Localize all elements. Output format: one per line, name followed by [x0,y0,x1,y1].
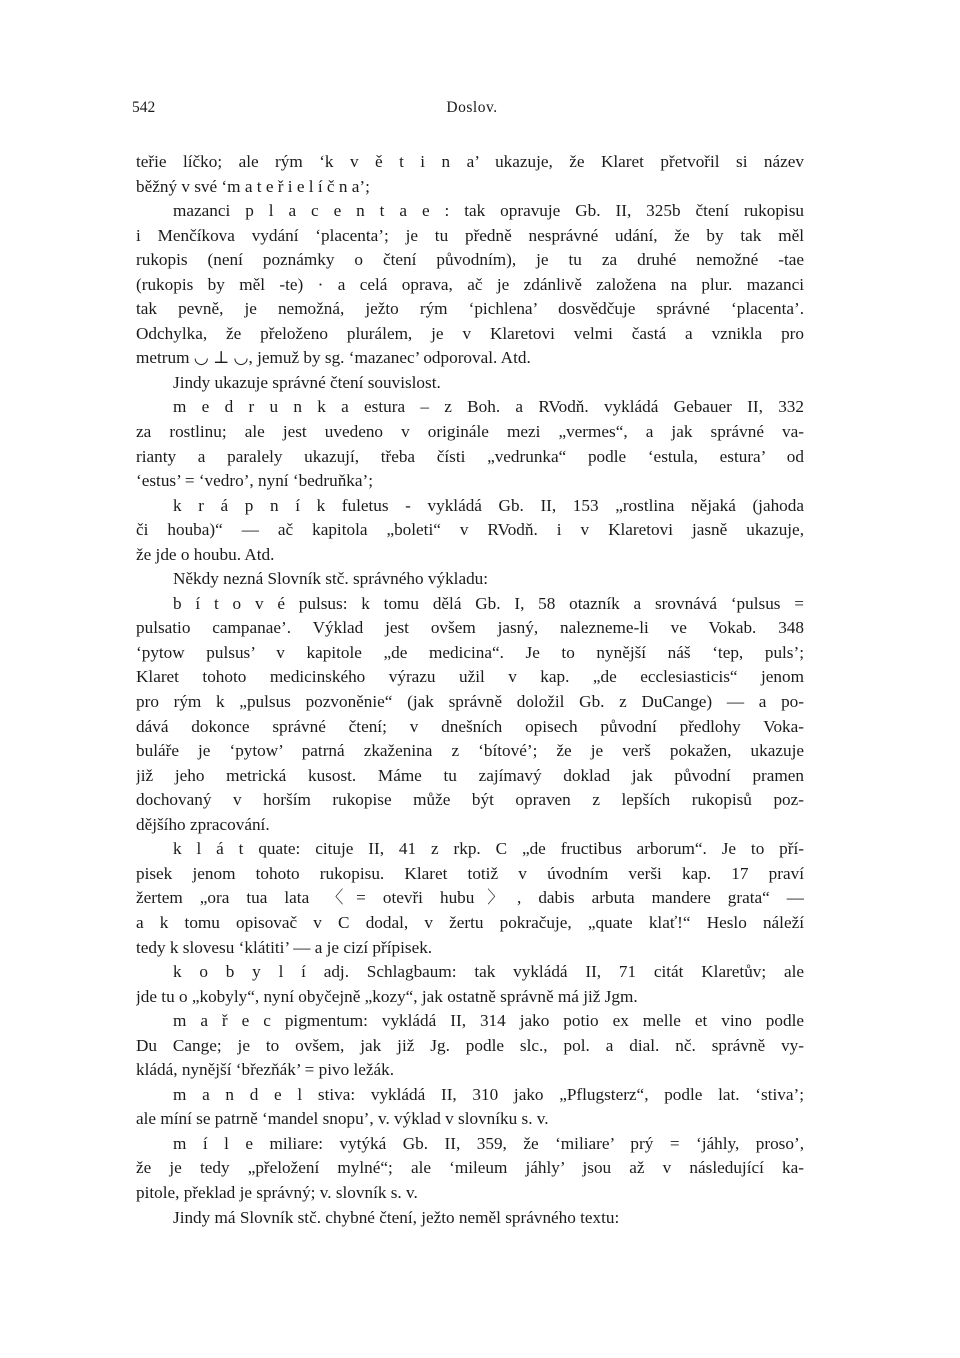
text-line: pisek jenom tohoto rukopisu. Klaret totiž v úvodním verši kap. 17 praví [136,863,804,883]
text-line: jde tu o „kobyly“, nyní obyčejně „kozy“, jak ostatně správně má již Jgm. [136,986,638,1006]
text-line: kládá, nynější ‘březňák’ = pivo ležák. [136,1060,395,1080]
text-line: k o b y l í adj. Schlagbaum: tak vykládá II, 71 citát Klaretův; ale [173,962,804,982]
text-line: ale míní se patrně ‘mandel snopu’, v. výklad v slovníku s. v. [136,1109,549,1129]
text-line: Du Cange; je to ovšem, jak již Jg. podle slc., pol. a dial. nč. správně vy- [136,1035,804,1055]
text-line: tedy k slovesu ‘klátiti’ — a je cizí přípisek. [136,937,433,957]
text-line: m a ř e c pigmentum: vykládá II, 314 jako potio ex melle et vino podle [173,1011,804,1031]
text-line: m a n d e l stiva: vykládá II, 310 jako „Pflugsterz“, podle lat. ‘stiva’; [173,1084,804,1104]
text-line: žertem „ora tua lata 〈= otevři hubu〉, dabis arbuta mandere grata“ — [136,888,804,908]
text-line: Odchylka, že přeloženo plurálem, je v Klaretovi velmi častá a vznikla pro [136,323,804,343]
body-text [136,150,804,1230]
text-line: teřie líčko; ale rým ‘k v ě t i n a’ ukazuje, že Klaret přetvořil si název [136,152,804,171]
text-line: dochovaný v horším rukopise může být opraven z lepších rukopisů poz- [136,790,804,810]
text-line: ‘pytow pulsus’ v kapitole „de medicina“. Je to nynější náš ‘tep, puls’; [136,642,804,662]
page-header [132,99,812,123]
text-line: za rostlinu; ale jest uvedeno v originále mezi „vermes“, a jak správné va- [136,422,804,442]
text-line: že je tedy „přeložení mylné“; ale ‘mileum jáhly’ jsou až v následující ka- [136,1158,804,1178]
text-line: rianty a paralely ukazují, třeba čísti „vedrunka“ podle ‘estula, estura’ od [136,446,804,466]
text-line: mazanci p l a c e n t a e : tak opravuje Gb. II, 325b čtení rukopisu [173,201,804,221]
text-line: či houba)“ — ač kapitola „boleti“ v RVodň. i v Klaretovi jasně ukazuje, [136,520,804,540]
text-line: rukopis (není poznámky o čtení původním), je tu za druhé nemožné -tae [136,250,804,270]
text-line: i Menčíkova vydání ‘placenta’; je tu předně nesprávné udání, že by tak měl [136,225,804,245]
text-line: pitole, překlad je správný; v. slovník s. v. [136,1182,418,1202]
text-line: dějšího zpracování. [136,814,270,834]
text-line: tak pevně, je nemožná, ježto rým ‘pichlena’ dosvědčuje správné ‘placenta’. [136,299,804,319]
text-line: Jindy ukazuje správné čtení souvislost. [173,372,441,392]
text-line: m í l e miliare: vytýká Gb. II, 359, že ‘miliare’ prý = ‘jáhly, proso’, [173,1133,804,1153]
text-line: b í t o v é pulsus: k tomu dělá Gb. I, 58 otazník a srovnává ‘pulsus = [173,593,804,613]
text-line: k l á t quate: cituje II, 41 z rkp. C „de fructibus arborum“. Je to pří- [173,839,804,859]
text-line: m e d r u n k a estura – z Boh. a RVodň. vykládá Gebauer II, 332 [173,397,804,417]
text-line: že jde o houbu. Atd. [136,544,275,564]
text-line: (rukopis by měl -te) · a celá oprava, ač je zdánlivě založena na plur. mazanci [136,274,804,294]
running-head: Doslov. [446,99,498,116]
text-line: dává dokonce správné čtení; v dnešních opisech původní předlohy Voka- [136,716,804,736]
text-line: Někdy nezná Slovník stč. správného výkladu: [173,569,489,589]
text-line: a k tomu opisovač v C dodal, v žertu pokračuje, „quate klať!“ Heslo náleží [136,912,804,932]
text-line: k r á p n í k fuletus - vykládá Gb. II, 153 „rostlina nějaká (jahoda [173,495,804,515]
text-line: buláře je ‘pytow’ patrná zkaženina z ‘bítové’; že je verš pokažen, ukazuje [136,741,804,761]
text-line: Jindy má Slovník stč. chybné čtení, ježto neměl správného textu: [173,1207,620,1227]
text-line: již jeho metrická kusost. Máme tu zajímavý doklad jak původní pramen [136,765,804,785]
text-line: Klaret tohoto medicinského výrazu užil v kap. „de ecclesiasticis“ jenom [136,667,804,687]
text-line: pulsatio campanae’. Výklad jest ovšem jasný, nalezneme-li ve Vokab. 348 [136,618,804,638]
text-line: běžný v své ‘m a t e ř i e l í č n a’; [136,176,370,196]
page-number: 542 [132,99,156,116]
text-line: pro rým k „pulsus pozvoněnie“ (jak správně doložil Gb. z DuCange) — a po- [136,692,804,712]
text-line: metrum ◡ ⊥ ◡, jemuž by sg. ‘mazanec’ odporoval. Atd. [136,348,531,368]
text-line: ‘estus’ = ‘vedro’, nyní ‘bedruňka’; [136,471,374,491]
